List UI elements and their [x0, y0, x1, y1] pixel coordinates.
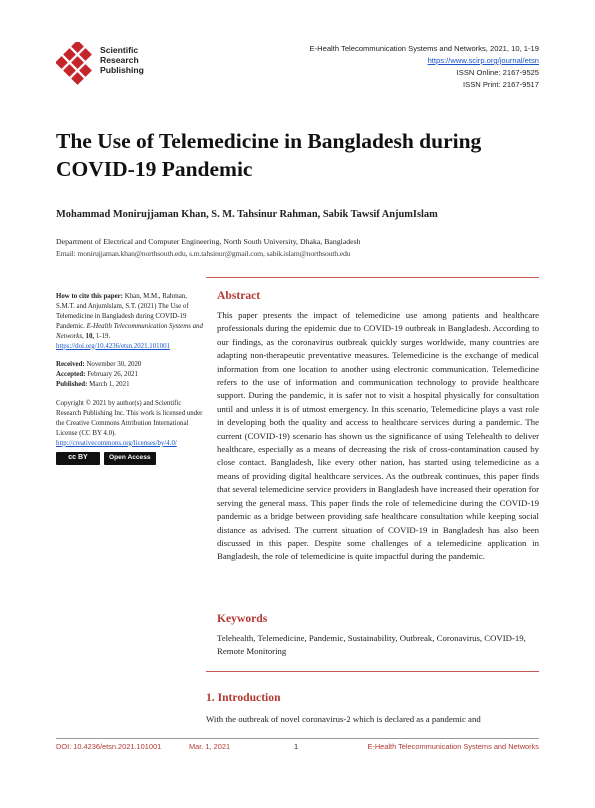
copyright-block: [56, 399, 204, 465]
abstract-heading: Abstract: [217, 289, 261, 302]
publisher-logo-mark-icon: [56, 42, 98, 86]
received-date: November 30, 2020: [86, 361, 142, 369]
cite-pages: 1-19.: [95, 332, 111, 340]
copyright-text: Copyright © 2021 by author(s) and Scientific Research Publishing Inc. This work is licensed under the Creative Commons Attribution International License (CC BY 4.0).: [56, 400, 203, 437]
keywords-heading: Keywords: [217, 612, 268, 625]
cc-by-badge-icon: cc BY: [56, 452, 100, 465]
cite-doi-link[interactable]: https://doi.org/10.4236/etsn.2021.101001: [56, 342, 170, 350]
journal-citation: E-Health Telecommunication Systems and Networks, 2021, 10, 1-19: [309, 44, 539, 53]
page-footer: [56, 742, 539, 754]
affiliation-block: [56, 236, 556, 260]
footer-date: Mar. 1, 2021: [189, 742, 231, 751]
issn-print: ISSN Print: 2167-9517: [463, 80, 539, 89]
article-authors: Mohammad Monirujjaman Khan, S. M. Tahsinur Rahman, Sabik Tawsif AnjumIslam: [56, 209, 438, 220]
published-date: March 1, 2021: [89, 381, 130, 389]
license-link[interactable]: http://creativecommons.org/licenses/by/4.0/: [56, 439, 177, 447]
footer-journal: E-Health Telecommunication Systems and Networks: [367, 742, 539, 751]
author-emails: Email: monirujjaman.khan@northsouth.edu, s.m.tahsinur@gmail.com, sabik.islam@northsouth.edu: [56, 249, 351, 258]
publisher-name: [100, 45, 144, 76]
journal-info: [310, 43, 539, 91]
issn-online: ISSN Online: 2167-9525: [456, 68, 539, 77]
received-label: Received:: [56, 361, 85, 369]
dates-block: [56, 360, 204, 390]
footer-divider: [56, 738, 539, 739]
divider-top: [206, 277, 539, 278]
introduction-heading: 1. Introduction: [206, 691, 281, 704]
cite-authors: Khan, M.M., Rahman, S.M.T. and Anjumlslam, S.T. (2021) The Use of Telemedicine in Bangladesh during COVID-19 Pandemic.: [56, 293, 189, 330]
open-access-badge: Open Access: [104, 452, 156, 465]
introduction-text: With the outbreak of novel coronavirus-2 which is declared as a pandemic and: [206, 714, 481, 724]
publisher-logo: [56, 42, 152, 86]
keywords-text: Telehealth, Telemedicine, Pandemic, Sustainability, Outbreak, Coronavirus, COVID-19, Remote Monitoring: [217, 633, 526, 657]
license-badges: [56, 452, 204, 465]
page-number: 1: [294, 742, 299, 751]
footer-doi: DOI: 10.4236/etsn.2021.101001: [56, 742, 162, 751]
article-title: The Use of Telemedicine in Bangladesh during COVID-19 Pandemic: [56, 129, 482, 181]
journal-url-link[interactable]: https://www.scirp.org/journal/etsn: [427, 56, 539, 65]
divider-middle: [206, 671, 539, 672]
cite-volume: 10,: [85, 332, 95, 340]
published-label: Published:: [56, 381, 88, 389]
sidebar: [56, 292, 204, 474]
cite-journal: E-Health Telecommunication Systems and Networks,: [56, 322, 203, 340]
affiliation: Department of Electrical and Computer Engineering, North South University, Dhaka, Bangladesh: [56, 237, 361, 246]
cite-label: How to cite this paper:: [56, 293, 123, 300]
citation-block: [56, 292, 204, 351]
accepted-date: February 26, 2021: [87, 371, 138, 379]
publisher-name-line-2: Research: [100, 55, 139, 66]
accepted-label: Accepted:: [56, 371, 86, 379]
publisher-name-line-3: Publishing: [100, 65, 144, 76]
publisher-name-line-1: Scientific: [100, 45, 139, 55]
abstract-text: This paper presents the impact of telemedicine use among patients and healthcare professionals during the epidemic due to COVID-19 outbreak in Bangladesh. According to our findings, as the coronavirus outbreak quickly surges worldwide, many countries are adapting non-therapeutic preventative measures. Telemedicine is the exchange of medical information from one location to another using electronic communication. Telemedicine refers to the use of information and communication technology to provide healthcare support. During the pandemic, it is safer not to visit a hospital physically for consultation until and unless it is of utmost emergency. In this scenario, Telemedicine plays a vast role in developing both the quality and access to healthcare services during a pandemic. The current (COVID-19) scenario has shown us the significance of using Telehealth to deliver healthcare, especially as a means of decreasing the risk of cross-contamination caused by close contact. Bangladesh, like every other nation, has started using telemedicine as a means of providing digital healthcare services. As the outbreak continues, this paper finds that several telemedicine service providers in Bangladesh have increased their operation for serving the general mass. This paper finds the role of telemedicine during the COVID-19 pandemic as a bridge between providing safe healthcare consultation while keeping social distance as advised. The current situation of COVID-19 in Bangladesh has also been discussed in this paper. Despite some challenges of a telemedicine application in Bangladesh, the role of telemedicine is quite impactful during the pandemic.: [217, 310, 539, 562]
